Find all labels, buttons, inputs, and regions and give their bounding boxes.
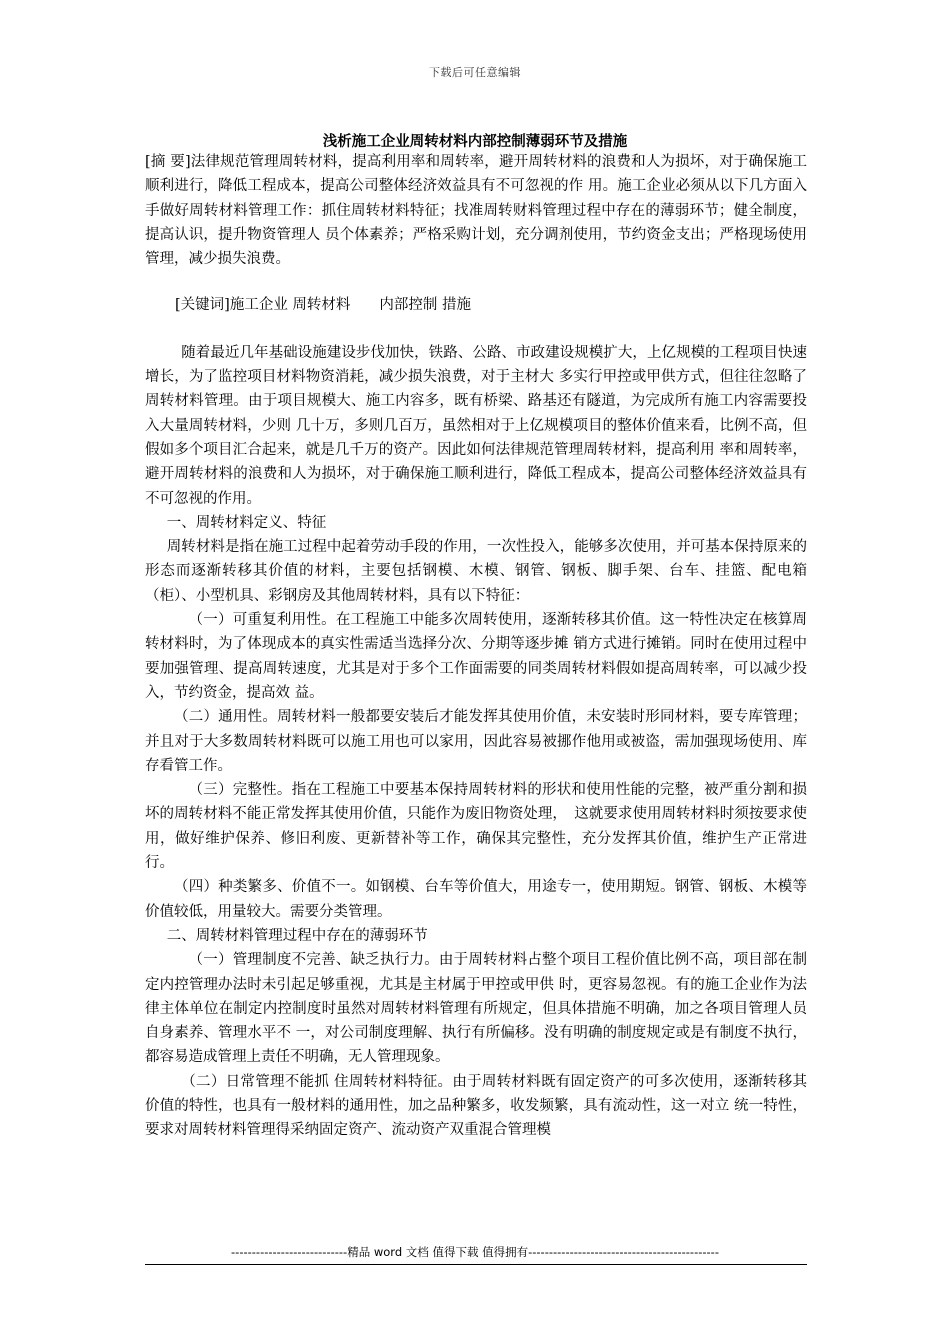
document-body <box>145 150 807 1143</box>
feature-paragraph: （二）通用性。周转材料一般都要安装后才能发挥其使用价值，未安装时形同材料，要专库管理；并且对于大多数周转材料既可以施工用也可以家用，因此容易被挪作他用或被盗，需加强现场使用、库存看管工作。 <box>145 709 807 774</box>
feature-paragraph: （三）完整性。指在工程施工中要基本保持周转材料的形状和使用性能的完整，被严重分割和损坏的周转材料不能正常发挥其使用价值，只能作为废旧物资处理， 这就要求使用周转材料时须按要求使用，做好维护保养、修旧利废、更新替补等工作，确保其完整性，充分发挥其价值，维护生产正常进行。 <box>145 782 807 872</box>
keywords-line: [关键词]施工企业 周转材料 内部控制 措施 <box>175 297 472 314</box>
footer-note: ----------------------------精品 word 文档 值得下载 值得拥有---------------------------------------------- <box>231 1245 719 1259</box>
abstract-paragraph: [摘 要]法律规范管理周转材料，提高利用率和周转率，避开周转材料的浪费和人为损坏，对于确保施工顺利进行，降低工程成本，提高公司整体经济效益具有不可忽视的作 用。施工企业必须从以下几方面入手做好周转材料管理工作：抓住周转材料特征；找准周转财料管理过程中存在的薄弱环节；健全制度，提高认识，提升物资管理人 员个体素养；严格采购计划，充分调剂使用，节约资金支出；严格现场使用管理，减少损失浪费。 <box>145 154 807 268</box>
document-title: 浅析施工企业周转材料内部控制薄弱环节及措施 <box>322 133 628 150</box>
feature-paragraph: （四）种类繁多、价值不一。如钢模、台车等价值大，用途专一，使用期短。钢管、钢板、木模等价值较低，用量较大。需要分类管理。 <box>145 879 807 920</box>
weakness-paragraph: （一）管理制度不完善、缺乏执行力。由于周转材料占整个项目工程价值比例不高，项目部在制定内控管理办法时未引起足够重视，尤其是主材属于甲控或甲供 时，更容易忽视。有的施工企业作为法律主体单位在制定内控制度时虽然对周转材料管理有所规定，但具体措施不明确，加之各项目管理人员自身素养、管理水平不 一，对公司制度理解、执行有所偏移。没有明确的制度规定或是有制度不执行，都容易造成管理上责任不明确，无人管理现象。 <box>145 952 807 1066</box>
intro-paragraph: 随着最近几年基础设施建设步伐加快，铁路、公路、市政建设规模扩大，上亿规模的工程项目快速增长，为了监控项目材料物资消耗，减少损失浪费，对于主材大 多实行甲控或甲供方式，但往往忽略了周转材料管理。由于项目规模大、施工内容多，既有桥梁、路基还有隧道，为完成所有施工内容需要投入大量周转材料，少则 几十万，多则几百万，虽然相对于上亿规模项目的整体价值来看，比例不高，但假如多个项目汇合起来，就是几千万的资产。因此如何法律规范管理周转材料，提高利用 率和周转率，避开周转材料的浪费和人为损坏，对于确保施工顺利进行，降低工程成本，提高公司整体经济效益具有不可忽视的作用。 <box>145 344 807 507</box>
section-heading: 一、周转材料定义、特征 <box>166 514 327 531</box>
feature-paragraph: （一）可重复利用性。在工程施工中能多次周转使用，逐渐转移其价值。这一特性决定在核算周转材料时，为了体现成本的真实性需适当选择分次、分期等逐步摊 销方式进行摊销。同时在使用过程中要加强管理、提高周转速度，尤其是对于多个工作面需要的同类周转材料假如提高周转率，可以减少投入，节约资金，提高效 益。 <box>145 612 807 701</box>
spacer <box>145 318 807 341</box>
spacer <box>145 271 807 293</box>
section-paragraph: 周转材料是指在施工过程中起着劳动手段的作用，一次性投入，能够多次使用，并可基本保持原来的形态而逐渐转移其价值的材料，主要包括钢模、木模、钢管、钢板、脚手架、台车、挂篮、配电箱（柜）、小型机具、彩钢房及其他周转材料，具有以下特征： <box>145 539 807 604</box>
section-heading: 二、周转材料管理过程中存在的薄弱环节 <box>166 927 428 944</box>
weakness-paragraph: （二）日常管理不能抓 住周转材料特征。由于周转材料既有固定资产的可多次使用，逐渐转移其价值的特性，也具有一般材料的通用性，加之品种繁多，收发频繁，具有流动性，这一对立 统一特性，要求对周转材料管理得采纳固定资产、流动资产双重混合管理模 <box>145 1073 807 1139</box>
footer-divider <box>145 1264 807 1265</box>
header-note: 下载后可任意编辑 <box>429 66 521 79</box>
